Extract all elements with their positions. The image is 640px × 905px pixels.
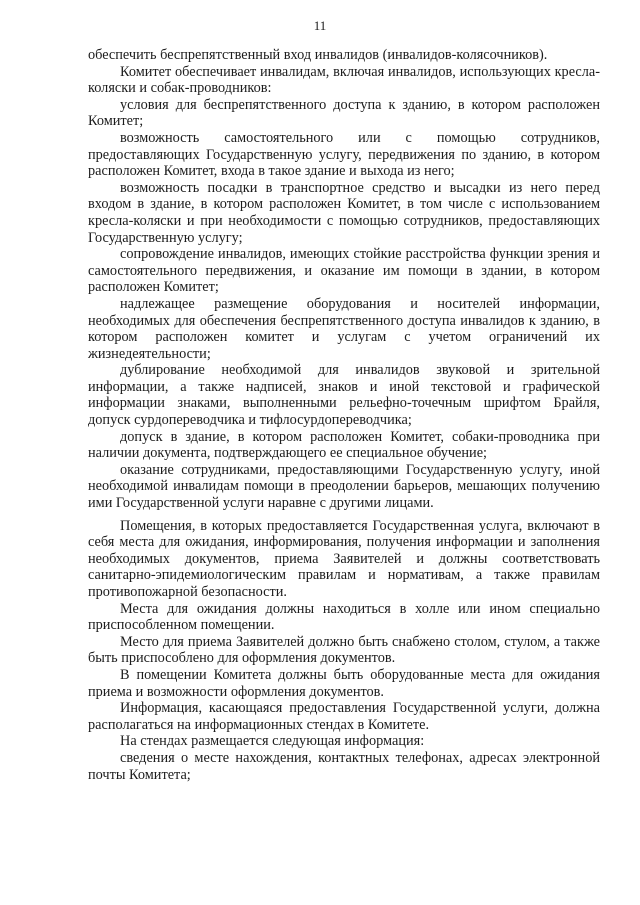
paragraph-reception-place: Место для приема Заявителей должно быть снабжено столом, стулом, а также быть приспособлено для оформления документов. xyxy=(88,633,600,667)
page-number: 11 xyxy=(313,18,327,33)
list-item-equipment-placement: надлежащее размещение оборудования и носителей информации, необходимых для обеспечения беспрепятственного доступа инвалидов к зданию, в котором расположен комитет и услугам с учетом ограничений их жизнедеятельности; xyxy=(88,295,600,362)
list-item-movement: возможность самостоятельного или с помощью сотрудников, предоставляющих Государственную услугу, передвижения по зданию, в котором расположен Комитет, входа в такое здание и выхода из него; xyxy=(88,129,600,180)
paragraph-information-stands: Информация, касающаяся предоставления Государственной услуги, должна располагаться на информационных стендах в Комитете. xyxy=(88,700,600,733)
list-item-staff-assistance: оказание сотрудниками, предоставляющими Государственную услугу, иной необходимой инвалидам помощи в преодолении барьеров, мешающих получению ими Государственной услуги наравне с другими лицами. xyxy=(88,461,600,512)
body-text xyxy=(88,47,600,783)
paragraph-waiting-places: Места для ожидания должны находиться в холле или ином специально приспособленном помещении. xyxy=(88,600,600,634)
list-item-guide-dog: допуск в здание, в котором расположен Комитет, собаки-проводника при наличии документа, подтверждающего ее специальное обучение; xyxy=(88,428,600,462)
list-item-contact-info: сведения о месте нахождения, контактных телефонах, адресах электронной почты Комитета; xyxy=(88,749,600,783)
list-item-escort: сопровождение инвалидов, имеющих стойкие расстройства функции зрения и самостоятельного передвижения, и оказание им помощи в здании, в котором расположен Комитет; xyxy=(88,246,600,296)
paragraph-stand-contents: На стендах размещается следующая информация: xyxy=(120,733,425,750)
list-item-information-duplication: дублирование необходимой для инвалидов звуковой и зрительной информации, а также надписей, знаков и иной текстовой и графической информации знаками, выполненными рельефно-точечным шрифтом Брайля, допуск сурдопереводчика и тифлосурдопереводчика; xyxy=(88,362,600,429)
list-item-transport: возможность посадки в транспортное средство и высадки из него перед входом в здание, в котором расположен Комитет, в том числе с использованием кресла-коляски и при необходимости с помощью сотрудников, предоставляющих Государственную услугу; xyxy=(88,179,600,246)
paragraph-committee-provides: Комитет обеспечивает инвалидам, включая инвалидов, использующих кресла-коляски и собак-проводников: xyxy=(88,63,600,97)
list-item-access-conditions: условия для беспрепятственного доступа к зданию, в котором расположен Комитет; xyxy=(88,96,600,130)
paragraph-premises: Помещения, в которых предоставляется Государственная услуга, включают в себя места для ожидания, информирования, получения информации и заполнения необходимых документов, приема Заявителей и должны соответствовать санитарно-эпидемиологическим правилам и нормативам, а также правилам противопожарной безопасности. xyxy=(88,517,600,600)
paragraph-equipped-places: В помещении Комитета должны быть оборудованные места для ожидания приема и возможности оформления документов. xyxy=(88,666,600,700)
paragraph-continuation: обеспечить беспрепятственный вход инвалидов (инвалидов-колясочников). xyxy=(88,47,548,63)
